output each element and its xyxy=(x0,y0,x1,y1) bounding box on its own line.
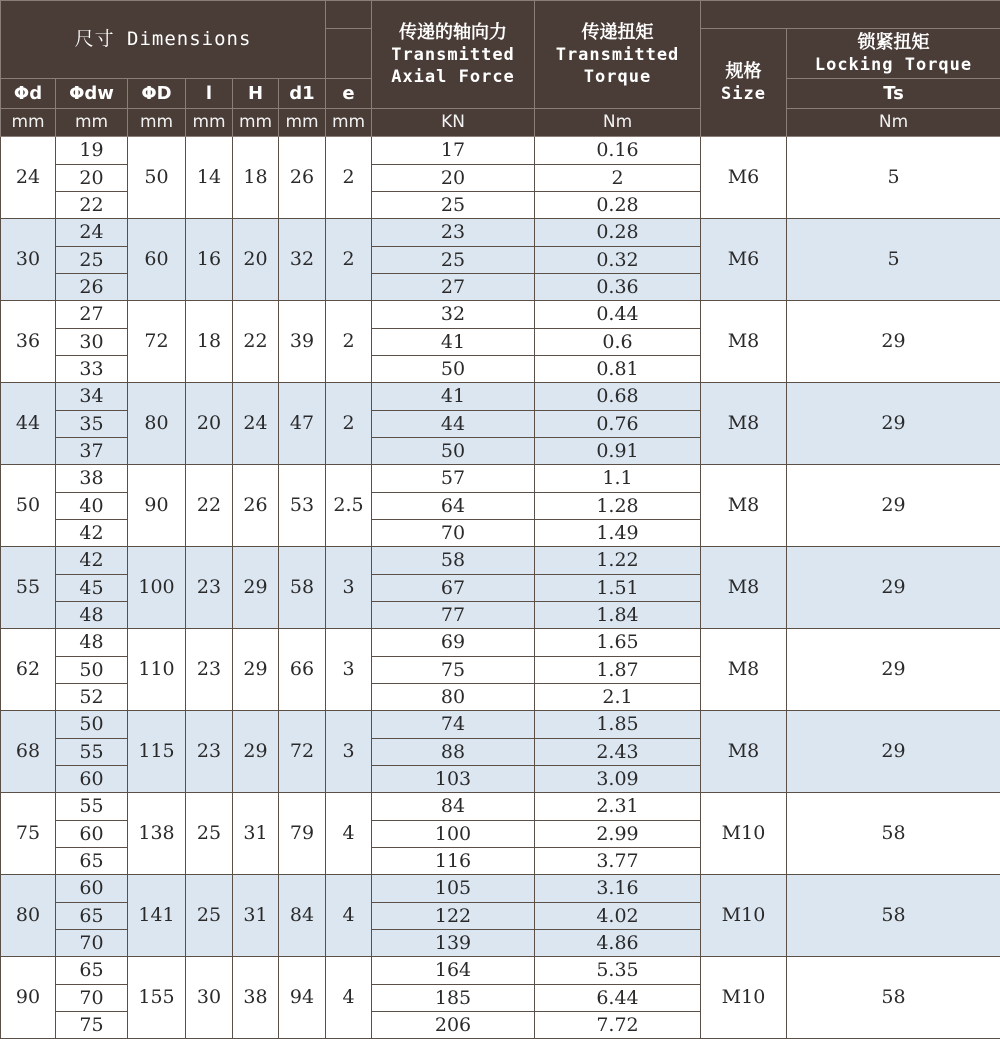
col-header-ts: Ts xyxy=(787,79,1000,109)
cell-d1: 39 xyxy=(279,301,326,383)
cell-torque: 0.76 xyxy=(535,411,701,438)
cell-d: 138 xyxy=(128,793,186,875)
cell-size: M6 xyxy=(701,137,787,219)
cell-dw: 45 xyxy=(56,575,128,602)
cell-d: 62 xyxy=(1,629,56,711)
cell-torque: 0.91 xyxy=(535,438,701,465)
cell-d1: 84 xyxy=(279,875,326,957)
cell-axial-force: 139 xyxy=(372,930,535,957)
cell-locking-torque: 58 xyxy=(787,875,1000,957)
dimensions-title: 尺寸 Dimensions xyxy=(1,1,326,79)
cell-l: 20 xyxy=(186,383,233,465)
cell-locking-torque: 29 xyxy=(787,711,1000,793)
cell-e: 2 xyxy=(326,137,372,219)
table-row xyxy=(1,547,1000,575)
cell-torque: 1.22 xyxy=(535,547,701,575)
cell-d: 75 xyxy=(1,793,56,875)
cell-d1: 32 xyxy=(279,219,326,301)
cell-e: 2 xyxy=(326,219,372,301)
cell-dw: 70 xyxy=(56,930,128,957)
cell-locking-torque: 29 xyxy=(787,465,1000,547)
cell-locking-torque: 58 xyxy=(787,957,1000,1039)
table-row xyxy=(1,711,1000,739)
cell-axial-force: 74 xyxy=(372,711,535,739)
cell-axial-force: 185 xyxy=(372,985,535,1012)
cell-axial-force: 41 xyxy=(372,329,535,356)
cell-d1: 26 xyxy=(279,137,326,219)
table-row xyxy=(1,219,1000,247)
axial-force-header xyxy=(372,1,535,109)
cell-e: 3 xyxy=(326,547,372,629)
cell-size: M8 xyxy=(701,465,787,547)
cell-axial-force: 122 xyxy=(372,903,535,930)
table-row xyxy=(1,793,1000,821)
cell-dw: 22 xyxy=(56,192,128,219)
cell-torque: 6.44 xyxy=(535,985,701,1012)
cell-axial-force: 20 xyxy=(372,165,535,192)
cell-size: M10 xyxy=(701,957,787,1039)
cell-dw: 24 xyxy=(56,219,128,247)
cell-dw: 55 xyxy=(56,739,128,766)
cell-d: 50 xyxy=(128,137,186,219)
cell-d: 36 xyxy=(1,301,56,383)
cell-h: 18 xyxy=(233,137,279,219)
cell-dw: 60 xyxy=(56,821,128,848)
cell-torque: 2 xyxy=(535,165,701,192)
cell-axial-force: 27 xyxy=(372,274,535,301)
cell-axial-force: 25 xyxy=(372,247,535,274)
table-body xyxy=(1,137,1000,1039)
cell-e: 2 xyxy=(326,383,372,465)
cell-locking-torque: 5 xyxy=(787,219,1000,301)
locking-cn: 锁紧扭矩 xyxy=(787,32,1000,54)
cell-e: 3 xyxy=(326,711,372,793)
cell-size: M8 xyxy=(701,711,787,793)
cell-torque: 1.85 xyxy=(535,711,701,739)
cell-torque: 0.36 xyxy=(535,274,701,301)
header-spacer-right xyxy=(701,1,1000,29)
cell-e: 4 xyxy=(326,793,372,875)
cell-d: 110 xyxy=(128,629,186,711)
cell-axial-force: 64 xyxy=(372,493,535,520)
cell-torque: 0.68 xyxy=(535,383,701,411)
col-header-outer-d: ΦD xyxy=(128,79,186,109)
cell-d: 50 xyxy=(1,465,56,547)
cell-torque: 1.28 xyxy=(535,493,701,520)
cell-l: 23 xyxy=(186,711,233,793)
cell-torque: 0.6 xyxy=(535,329,701,356)
axial-force-cn: 传递的轴向力 xyxy=(372,22,534,44)
size-header xyxy=(701,29,787,137)
col-header-d1: d1 xyxy=(279,79,326,109)
cell-axial-force: 58 xyxy=(372,547,535,575)
cell-torque: 0.28 xyxy=(535,219,701,247)
cell-size: M8 xyxy=(701,629,787,711)
cell-dw: 55 xyxy=(56,793,128,821)
col-header-e: e xyxy=(326,79,372,109)
cell-d: 90 xyxy=(1,957,56,1039)
cell-dw: 20 xyxy=(56,165,128,192)
cell-locking-torque: 29 xyxy=(787,547,1000,629)
cell-torque: 3.09 xyxy=(535,766,701,793)
cell-torque: 4.02 xyxy=(535,903,701,930)
cell-dw: 33 xyxy=(56,356,128,383)
cell-size: M8 xyxy=(701,547,787,629)
cell-d: 80 xyxy=(1,875,56,957)
cell-dw: 19 xyxy=(56,137,128,165)
unit-d1: mm xyxy=(279,109,326,137)
cell-axial-force: 84 xyxy=(372,793,535,821)
cell-h: 31 xyxy=(233,875,279,957)
cell-d: 24 xyxy=(1,137,56,219)
cell-torque: 2.43 xyxy=(535,739,701,766)
cell-torque: 3.77 xyxy=(535,848,701,875)
cell-locking-torque: 29 xyxy=(787,629,1000,711)
cell-e: 4 xyxy=(326,875,372,957)
cell-d: 80 xyxy=(128,383,186,465)
axial-force-en-1: Transmitted xyxy=(372,44,534,66)
header-spacer-e xyxy=(326,29,372,79)
cell-d1: 66 xyxy=(279,629,326,711)
cell-axial-force: 77 xyxy=(372,602,535,629)
cell-axial-force: 116 xyxy=(372,848,535,875)
cell-dw: 34 xyxy=(56,383,128,411)
table-row xyxy=(1,301,1000,329)
cell-l: 23 xyxy=(186,547,233,629)
cell-dw: 40 xyxy=(56,493,128,520)
cell-d1: 72 xyxy=(279,711,326,793)
cell-h: 22 xyxy=(233,301,279,383)
table-row xyxy=(1,465,1000,493)
cell-h: 26 xyxy=(233,465,279,547)
cell-axial-force: 70 xyxy=(372,520,535,547)
cell-dw: 52 xyxy=(56,684,128,711)
cell-torque: 3.16 xyxy=(535,875,701,903)
col-header-d: Φd xyxy=(1,79,56,109)
cell-l: 30 xyxy=(186,957,233,1039)
cell-axial-force: 17 xyxy=(372,137,535,165)
cell-torque: 5.35 xyxy=(535,957,701,985)
cell-torque: 7.72 xyxy=(535,1012,701,1039)
table-row xyxy=(1,875,1000,903)
cell-d: 30 xyxy=(1,219,56,301)
cell-axial-force: 103 xyxy=(372,766,535,793)
cell-h: 29 xyxy=(233,711,279,793)
locking-en: Locking Torque xyxy=(787,54,1000,76)
cell-axial-force: 41 xyxy=(372,383,535,411)
cell-size: M10 xyxy=(701,793,787,875)
cell-d: 72 xyxy=(128,301,186,383)
size-cn: 规格 xyxy=(701,61,786,83)
cell-d: 141 xyxy=(128,875,186,957)
cell-h: 24 xyxy=(233,383,279,465)
cell-torque: 0.16 xyxy=(535,137,701,165)
cell-torque: 1.65 xyxy=(535,629,701,657)
cell-dw: 42 xyxy=(56,520,128,547)
cell-dw: 42 xyxy=(56,547,128,575)
unit-dw: mm xyxy=(56,109,128,137)
table-header xyxy=(1,1,1000,137)
torque-en-1: Transmitted xyxy=(535,44,700,66)
cell-torque: 4.86 xyxy=(535,930,701,957)
cell-h: 31 xyxy=(233,793,279,875)
unit-locking-torque: Nm xyxy=(787,109,1000,137)
torque-en-2: Torque xyxy=(535,66,700,88)
cell-axial-force: 57 xyxy=(372,465,535,493)
table-row xyxy=(1,957,1000,985)
cell-d: 100 xyxy=(128,547,186,629)
cell-axial-force: 105 xyxy=(372,875,535,903)
header-spacer xyxy=(326,1,372,29)
unit-h: mm xyxy=(233,109,279,137)
cell-l: 22 xyxy=(186,465,233,547)
cell-dw: 60 xyxy=(56,766,128,793)
cell-dw: 75 xyxy=(56,1012,128,1039)
cell-locking-torque: 29 xyxy=(787,301,1000,383)
unit-outer-d: mm xyxy=(128,109,186,137)
cell-l: 14 xyxy=(186,137,233,219)
cell-torque: 1.87 xyxy=(535,657,701,684)
cell-torque: 0.44 xyxy=(535,301,701,329)
torque-cn: 传递扭矩 xyxy=(535,22,700,44)
cell-torque: 1.84 xyxy=(535,602,701,629)
unit-d: mm xyxy=(1,109,56,137)
cell-size: M10 xyxy=(701,875,787,957)
cell-d: 44 xyxy=(1,383,56,465)
col-header-l: l xyxy=(186,79,233,109)
unit-axial-force: KN xyxy=(372,109,535,137)
cell-d: 60 xyxy=(128,219,186,301)
cell-d: 90 xyxy=(128,465,186,547)
cell-axial-force: 25 xyxy=(372,192,535,219)
axial-force-en-2: Axial Force xyxy=(372,66,534,88)
cell-e: 2.5 xyxy=(326,465,372,547)
size-en: Size xyxy=(701,83,786,105)
cell-axial-force: 44 xyxy=(372,411,535,438)
cell-d1: 94 xyxy=(279,957,326,1039)
cell-d1: 53 xyxy=(279,465,326,547)
cell-axial-force: 50 xyxy=(372,356,535,383)
cell-dw: 70 xyxy=(56,985,128,1012)
cell-dw: 38 xyxy=(56,465,128,493)
cell-dw: 65 xyxy=(56,903,128,930)
cell-d1: 58 xyxy=(279,547,326,629)
cell-axial-force: 67 xyxy=(372,575,535,602)
cell-axial-force: 23 xyxy=(372,219,535,247)
cell-torque: 1.51 xyxy=(535,575,701,602)
unit-torque: Nm xyxy=(535,109,701,137)
col-header-h: H xyxy=(233,79,279,109)
cell-dw: 26 xyxy=(56,274,128,301)
cell-d: 155 xyxy=(128,957,186,1039)
cell-axial-force: 206 xyxy=(372,1012,535,1039)
cell-axial-force: 80 xyxy=(372,684,535,711)
cell-dw: 50 xyxy=(56,711,128,739)
cell-h: 29 xyxy=(233,547,279,629)
cell-d: 68 xyxy=(1,711,56,793)
cell-axial-force: 75 xyxy=(372,657,535,684)
cell-e: 4 xyxy=(326,957,372,1039)
col-header-dw: Φdw xyxy=(56,79,128,109)
cell-locking-torque: 58 xyxy=(787,793,1000,875)
cell-axial-force: 50 xyxy=(372,438,535,465)
cell-torque: 0.28 xyxy=(535,192,701,219)
cell-size: M8 xyxy=(701,383,787,465)
cell-h: 20 xyxy=(233,219,279,301)
cell-torque: 0.81 xyxy=(535,356,701,383)
cell-axial-force: 69 xyxy=(372,629,535,657)
cell-l: 16 xyxy=(186,219,233,301)
table-row xyxy=(1,383,1000,411)
table-row xyxy=(1,137,1000,165)
cell-h: 29 xyxy=(233,629,279,711)
cell-dw: 60 xyxy=(56,875,128,903)
cell-dw: 65 xyxy=(56,957,128,985)
cell-d: 115 xyxy=(128,711,186,793)
cell-dw: 48 xyxy=(56,629,128,657)
cell-dw: 30 xyxy=(56,329,128,356)
cell-dw: 50 xyxy=(56,657,128,684)
cell-locking-torque: 29 xyxy=(787,383,1000,465)
cell-d: 55 xyxy=(1,547,56,629)
torque-header xyxy=(535,1,701,109)
cell-dw: 65 xyxy=(56,848,128,875)
cell-d1: 47 xyxy=(279,383,326,465)
unit-e: mm xyxy=(326,109,372,137)
cell-torque: 2.31 xyxy=(535,793,701,821)
cell-torque: 1.49 xyxy=(535,520,701,547)
cell-axial-force: 32 xyxy=(372,301,535,329)
cell-h: 38 xyxy=(233,957,279,1039)
cell-torque: 0.32 xyxy=(535,247,701,274)
cell-size: M6 xyxy=(701,219,787,301)
cell-axial-force: 164 xyxy=(372,957,535,985)
unit-l: mm xyxy=(186,109,233,137)
cell-d1: 79 xyxy=(279,793,326,875)
cell-e: 2 xyxy=(326,301,372,383)
cell-dw: 48 xyxy=(56,602,128,629)
cell-torque: 1.1 xyxy=(535,465,701,493)
cell-dw: 37 xyxy=(56,438,128,465)
cell-l: 25 xyxy=(186,793,233,875)
cell-l: 23 xyxy=(186,629,233,711)
cell-dw: 35 xyxy=(56,411,128,438)
cell-axial-force: 88 xyxy=(372,739,535,766)
cell-e: 3 xyxy=(326,629,372,711)
table-row xyxy=(1,629,1000,657)
cell-dw: 25 xyxy=(56,247,128,274)
cell-torque: 2.99 xyxy=(535,821,701,848)
cell-axial-force: 100 xyxy=(372,821,535,848)
cell-l: 25 xyxy=(186,875,233,957)
cell-l: 18 xyxy=(186,301,233,383)
cell-locking-torque: 5 xyxy=(787,137,1000,219)
locking-header xyxy=(787,29,1000,79)
cell-dw: 27 xyxy=(56,301,128,329)
cell-torque: 2.1 xyxy=(535,684,701,711)
cell-size: M8 xyxy=(701,301,787,383)
